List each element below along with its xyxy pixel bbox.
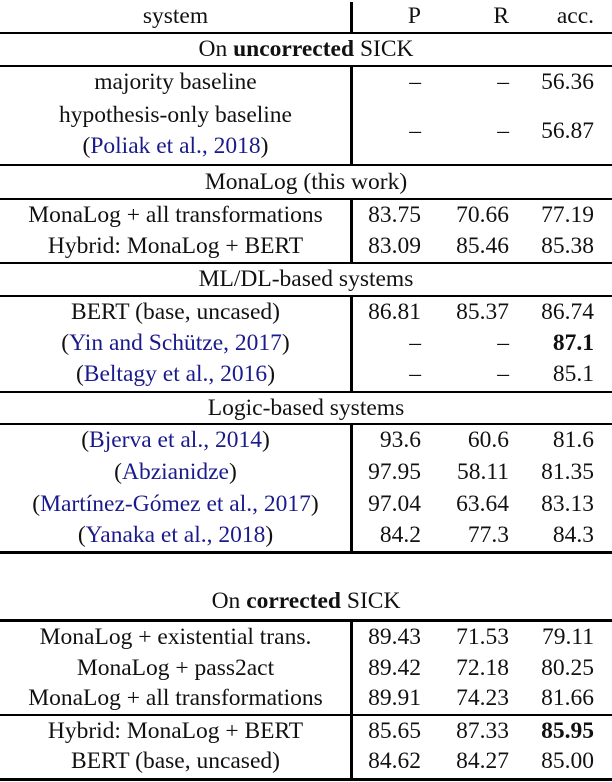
- section-monalog-title: MonaLog (this work): [204, 169, 408, 195]
- table-row: majority baseline – – 56.36: [94, 69, 594, 95]
- table-row: (Beltagy et al., 2016) – – 85.1: [75, 361, 594, 387]
- citation-link[interactable]: Yanaka et al., 2018: [85, 522, 266, 548]
- header-row: [0, 1, 612, 32]
- header-system: system: [142, 3, 209, 29]
- table-row: MonaLog + all transformations 89.91 74.23 81.66: [28, 685, 594, 711]
- table-row: BERT (base, uncased) 84.62 84.27 85.00: [71, 748, 594, 774]
- best-score: 87.1: [552, 330, 594, 356]
- section-uncorrected-title: On uncorrected SICK: [198, 36, 414, 62]
- header-r: R: [493, 3, 509, 29]
- section-logic-title: Logic-based systems: [207, 395, 405, 421]
- rule: [0, 164, 612, 166]
- citation-link[interactable]: Abzianidze: [121, 459, 229, 485]
- header-acc: acc.: [556, 3, 594, 29]
- table-row: MonaLog + all transformations 83.75 70.66 77.19: [28, 202, 594, 228]
- citation-link[interactable]: Beltagy et al., 2016: [83, 361, 268, 387]
- table-row: MonaLog + pass2act 89.42 72.18 80.25: [76, 655, 594, 681]
- section-corrected-title: On corrected SICK: [211, 588, 401, 614]
- table-row: BERT (base, uncased) 86.81 85.37 86.74: [71, 299, 594, 325]
- table-row: (Abzianidze) 97.95 58.11 81.35: [114, 459, 594, 485]
- table-row: Hybrid: MonaLog + BERT 83.09 85.46 85.38: [47, 233, 594, 259]
- citation-link[interactable]: Martínez-Gómez et al., 2017: [40, 491, 311, 517]
- citation-link[interactable]: Bjerva et al., 2014: [89, 427, 262, 453]
- table-row: (Yin and Schütze, 2017) – – 87.1: [0, 328, 612, 359]
- table-row: MonaLog + existential trans. 89.43 71.53 79.11: [39, 624, 594, 650]
- citation-link[interactable]: Poliak et al., 2018: [90, 133, 261, 159]
- table-row: (Bjerva et al., 2014) 93.6 60.6 81.6: [81, 427, 594, 453]
- citation-link[interactable]: Yin and Schütze, 2017: [69, 330, 282, 356]
- rule: [0, 551, 612, 554]
- header-p: P: [407, 3, 421, 29]
- table-row: (Yanaka et al., 2018) 84.2 77.3 84.3: [77, 522, 594, 548]
- section-ml-title: ML/DL-based systems: [198, 266, 414, 292]
- table-row: hypothesis-only baseline (Poliak et al., 2018) – – 56.87: [58, 102, 594, 159]
- table-row: Hybrid: MonaLog + BERT 85.65 87.33 85.95: [0, 716, 612, 747]
- table-row: (Martínez-Gómez et al., 2017) 97.04 63.64 83.13: [32, 491, 594, 517]
- best-score: 85.95: [541, 718, 594, 744]
- rule: [0, 778, 612, 781]
